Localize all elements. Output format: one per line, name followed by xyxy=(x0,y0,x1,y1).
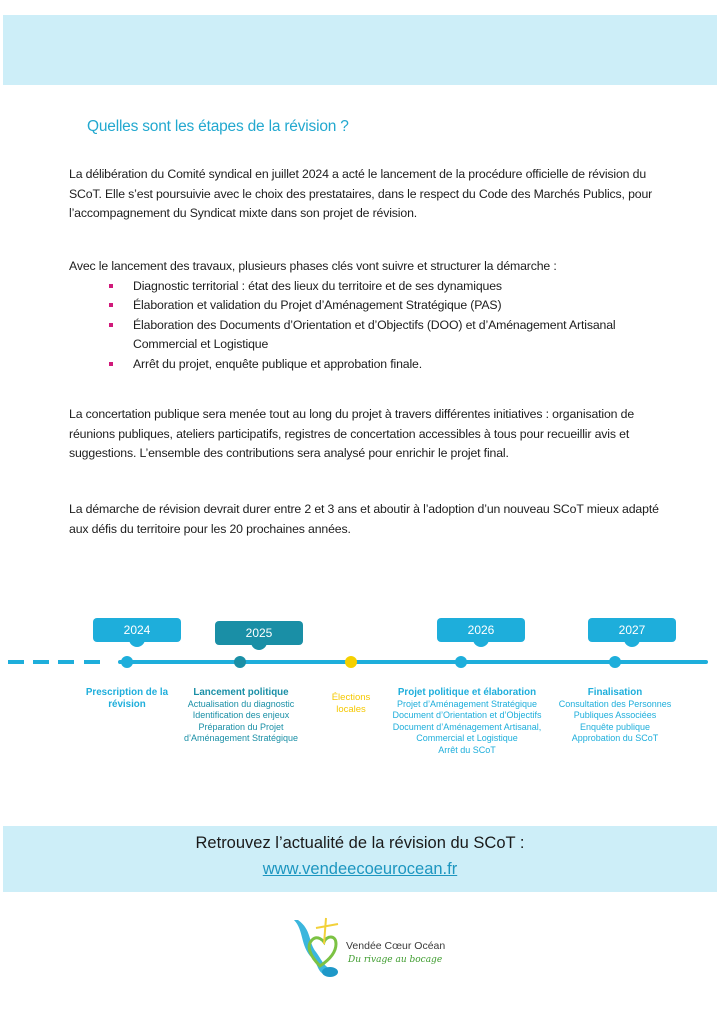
paragraph-concertation: La concertation publique sera menée tout au long du projet à travers différentes initiatives : organisation de réunions publiques, ateliers participatifs, registres de concertation accessibles à tous pour recueillir avis et suggestions. L’ensemble des contributions sera analysé pour enrichir le projet final. xyxy=(69,407,635,460)
timeline-node xyxy=(609,656,621,668)
paragraph-deliberation: La délibération du Comité syndical en juillet 2024 a acté le lancement de la procédure officielle de révision du SCoT. Elle s’est poursuivie avec le choix des prestataires, dans le respect du Code des Marchés Publics, pour l’accompagnement du Syndicat mixte dans son projet de révision. xyxy=(69,167,653,220)
milestone-projet-politique: Projet politique et élaboration Projet d’Aménagement Stratégique Document d’Orientation et d’Objectifs Document d’Aménagement Artisanal, Commercial et Logistique Arrêt du SCoT xyxy=(392,687,542,755)
logo-name: Vendée Cœur Océan xyxy=(346,940,446,952)
milestone-elections: Élections locales xyxy=(331,692,371,715)
year-badge-2027: 2027 xyxy=(588,618,676,642)
bullet-icon xyxy=(109,284,113,288)
milestone-finalisation: Finalisation Consultation des Personnes Publiques Associées Enquête publique Approbation du SCoT xyxy=(558,687,672,743)
timeline-dash xyxy=(33,660,49,664)
bullet-icon xyxy=(109,362,113,366)
timeline-node xyxy=(121,656,133,668)
vendee-coeur-ocean-logo xyxy=(290,912,455,980)
timeline-node-election xyxy=(345,656,357,668)
bullet-icon xyxy=(109,303,113,307)
header-band xyxy=(3,15,717,85)
timeline-dash xyxy=(84,660,100,664)
year-badge-2025: 2025 xyxy=(215,621,303,645)
milestone-prescription: Prescription de la révision xyxy=(85,687,169,710)
timeline-node xyxy=(234,656,246,668)
footer-title: Retrouvez l’actualité de la révision du SCoT : xyxy=(195,834,525,852)
timeline-dash xyxy=(8,660,24,664)
phases-intro: Avec le lancement des travaux, plusieurs phases clés vont suivre et structurer la démarche : xyxy=(69,259,557,273)
year-badge-2026: 2026 xyxy=(437,618,525,642)
paragraph-duration: La démarche de révision devrait durer entre 2 et 3 ans et aboutir à l’adoption d’un nouveau SCoT mieux adapté aux défis du territoire pour les 20 prochaines années. xyxy=(69,502,659,536)
list-item: Diagnostic territorial : état des lieux du territoire et de ses dynamiques xyxy=(69,277,679,297)
website-link[interactable]: www.vendeecoeurocean.fr xyxy=(262,860,458,878)
list-item: Arrêt du projet, enquête publique et approbation finale. xyxy=(69,355,679,375)
timeline-node xyxy=(455,656,467,668)
phases-block xyxy=(69,257,679,374)
timeline-dash xyxy=(58,660,74,664)
milestone-lancement: Lancement politique Actualisation du diagnostic Identification des enjeux Préparation du Projet d’Aménagement Stratégique xyxy=(183,687,299,743)
logo-tagline: Du rivage au bocage xyxy=(348,955,443,965)
logo-emblem-icon xyxy=(290,912,350,980)
timeline xyxy=(0,612,724,762)
section-heading: Quelles sont les étapes de la révision ? xyxy=(87,118,349,135)
year-badge-2024: 2024 xyxy=(93,618,181,642)
list-item: Élaboration des Documents d’Orientation et d’Objectifs (DOO) et d’Aménagement Artisanal Commercial et Logistique xyxy=(69,316,679,355)
bullet-icon xyxy=(109,323,113,327)
footer-band xyxy=(3,826,717,892)
list-item: Élaboration et validation du Projet d’Aménagement Stratégique (PAS) xyxy=(69,296,679,316)
phases-list xyxy=(69,277,679,375)
